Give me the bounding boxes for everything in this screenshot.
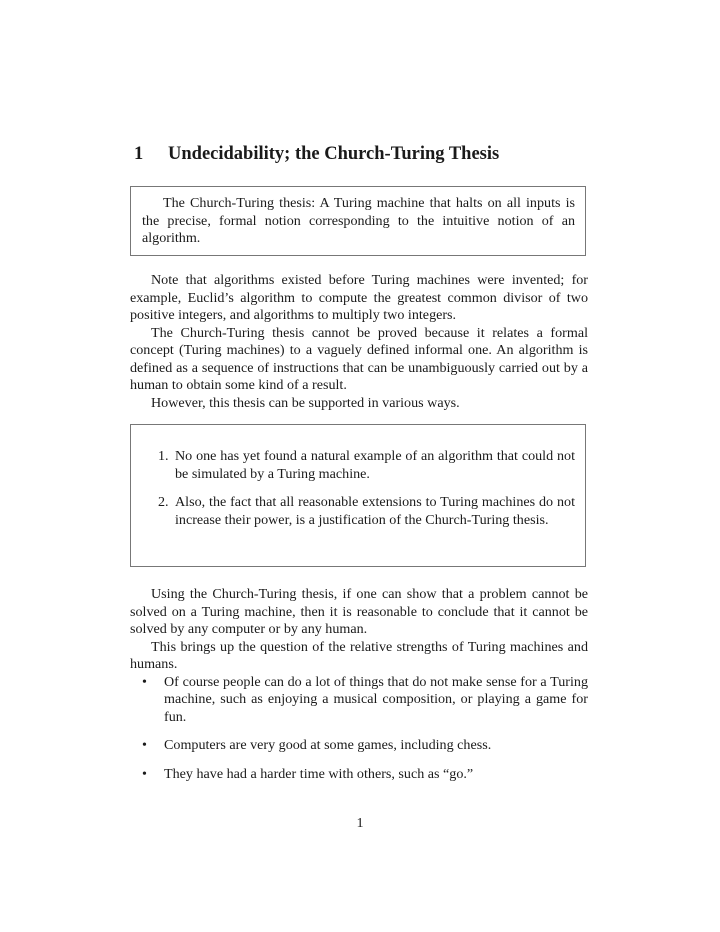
section-number: 1 (134, 144, 144, 164)
bullet-marker: • (142, 737, 147, 753)
bullet-marker: • (142, 765, 147, 782)
thesis-box (130, 186, 586, 256)
support-list (142, 448, 575, 529)
list-item-text: No one has yet found a natural example of an algorithm that could not be simulated by a Turing machine. (175, 448, 575, 482)
list-item (130, 737, 588, 755)
page-number: 1 (356, 815, 364, 831)
paragraph-supported: However, this thesis can be supported in various ways. (151, 394, 460, 411)
paragraph-algorithms-history: Note that algorithms existed before Turing machines were invented; for example, Euclid’s algorithm to compute the greatest common divisor of two positive integers, and algorithms to multiply two integers. (130, 272, 588, 323)
section-heading (134, 144, 499, 165)
thesis-statement: The Church-Turing thesis: A Turing machine that halts on all inputs is the precise, formal notion corresponding to the intuitive notion of an algorithm. (142, 195, 575, 246)
list-item-text: They have had a harder time with others, such as “go.” (164, 765, 474, 782)
list-marker: 1. (158, 448, 169, 464)
list-item (130, 766, 588, 784)
section-title: Undecidability; the Church-Turing Thesis (168, 144, 500, 164)
support-list-box (130, 424, 586, 567)
bullet-marker: • (142, 673, 147, 690)
list-item-text: Also, the fact that all reasonable extensions to Turing machines do not increase their power, is a justification of the Church-Turing thesis. (175, 494, 575, 528)
bullet-list (130, 674, 588, 784)
list-item-text: Of course people can do a lot of things that do not make sense for a Turing machine, such as enjoying a musical composition, or playing a game for fun. (164, 673, 588, 725)
paragraph-cannot-be-proved: The Church-Turing thesis cannot be proved because it relates a formal concept (Turing machines) to a vaguely defined informal one. An algorithm is defined as a sequence of instructions that can be unambiguously carried out by a human to obtain some kind of a result. (130, 324, 588, 393)
list-item (130, 674, 588, 727)
paragraph-using-thesis: Using the Church-Turing thesis, if one can show that a problem cannot be solved on a Turing machine, then it is reasonable to conclude that it cannot be solved by any computer or by any human. (130, 586, 588, 637)
list-marker: 2. (158, 494, 169, 510)
list-item (142, 448, 575, 483)
paragraph-relative-strengths: This brings up the question of the relative strengths of Turing machines and humans. (130, 638, 588, 672)
list-item-text: Computers are very good at some games, including chess. (164, 737, 492, 753)
conclusion-section (130, 586, 588, 794)
list-item (142, 494, 575, 529)
intro-paragraphs (130, 272, 588, 412)
